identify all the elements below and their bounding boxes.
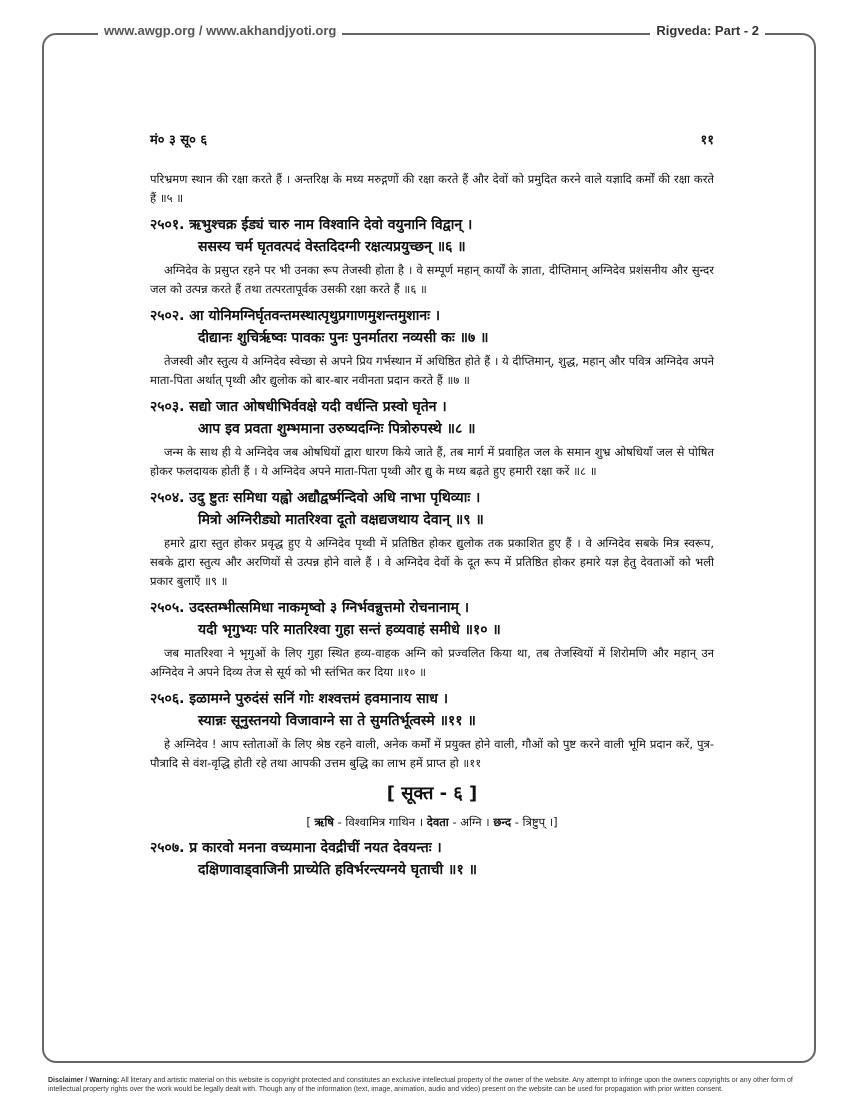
verse-2503-meaning: जन्म के साथ ही ये अग्निदेव जब ओषधियों द्वारा धारण किये जाते हैं, तब मार्ग में प्रवाहित जल के समान शुभ्र ओषधियाँ जल से पोषित होकर फलदायक होती हैं । ये अग्निदेव अपने माता-पिता पृथ्वी और द्यु के मध्य बढ़ते हुए हमारी रक्षा करें ॥८ ॥ bbox=[150, 445, 714, 478]
chhand-label: छन्द bbox=[493, 815, 512, 829]
verse-2505-line1: २५०५. उदस्तम्भीत्समिधा नाकमृष्वो ३ ग्निर्भवन्नुत्तमो रोचनानाम् । bbox=[150, 600, 470, 616]
verse-2506-meaning: हे अग्निदेव ! आप स्तोताओं के लिए श्रेष्ठ रहने वाली, अनेक कर्मों में प्रयुक्त होने वाली, गौओं को पुष्ट करने वाली भूमि प्रदान करें, पुत्र-पौत्रादि से वंश-वृद्धि होती रहे तथा आपकी उत्तम बुद्धि का लाभ हमें प्राप्त हो ॥११ bbox=[150, 737, 714, 770]
verse-2507-line2: दक्षिणावाड्वाजिनी प्राच्येति हविर्भरन्त्यग्नये घृताची ॥१ ॥ bbox=[198, 862, 477, 878]
verse-2506-line2: स्यान्नः सूनुस्तनयो विजावाग्ने सा ते सुमतिर्भूत्वस्मे ॥११ ॥ bbox=[198, 713, 476, 729]
verse-2502-line1: २५०२. आ योनिमग्निर्घृतवन्तमस्थात्पृथुप्रगाणमुशन्तमुशानः । bbox=[150, 308, 441, 324]
chhand-name: त्रिष्टुप् । bbox=[522, 815, 554, 829]
book-title-header: Rigveda: Part - 2 bbox=[650, 22, 765, 40]
verse-2504-meaning: हमारे द्वारा स्तुत होकर प्रवृद्ध हुए ये अग्निदेव पृथ्वी में प्रतिष्ठित होकर द्युलोक तक प्रकाशित हुए हैं । वे अग्निदेव सबके मित्र स्वरूप, सबके द्वारा स्तुत्य और अरणियों से उत्पन्न होने वाले हैं । वे अग्निदेव देवों के दूत रूप में प्रतिष्ठित होकर हमारे यज्ञ हेतु देवताओं को भली प्रकार बुलाएँ ॥९ ॥ bbox=[150, 536, 714, 588]
verse-2501-line1: २५०१. ऋभुश्चक्र ईड्यं चारु नाम विश्वानि देवो वयुनानि विद्वान् । bbox=[150, 217, 473, 233]
verse-2503-line2: आप इव प्रवता शुम्भमाना उरुष्यदग्निः पित्रोरुपस्थे ॥८ ॥ bbox=[198, 421, 476, 437]
disclaimer-label: Disclaimer / Warning: bbox=[48, 1077, 120, 1084]
verse-2501-meaning: अग्निदेव के प्रसुप्त रहने पर भी उनका रूप तेजस्वी होता है । वे सम्पूर्ण महान् कार्यों के ज्ञाता, दीप्तिमान् अग्निदेव प्रशंसनीय और सुन्दर जल को उत्पन्न करते हैं तथा तत्परतापूर्वक उसकी रक्षा करते हैं ॥६ ॥ bbox=[150, 263, 714, 296]
devata-name: अग्नि bbox=[460, 815, 482, 829]
sukta-title: [ सूक्त - ६ ] bbox=[386, 783, 478, 804]
page-reference-row bbox=[150, 130, 714, 152]
devata-label: देवता bbox=[426, 815, 449, 829]
verse-2504-line1: २५०४. उदु ष्टुतः समिधा यह्वो अद्यौद्वर्ष्मन्दिवो अधि नाभा पृथिव्याः । bbox=[150, 490, 481, 506]
rishi-name: विश्वामित्र गाथिन bbox=[345, 815, 416, 829]
verse-2507-line1: २५०७. प्र कारवो मनना वच्यमाना देवद्रीचीं नयत देवयन्तः । bbox=[150, 840, 442, 856]
verse-2505-line2: यदी भृगुभ्यः परि मातरिश्वा गुहा सन्तं हव्यवाहं समीधे ॥१० ॥ bbox=[198, 622, 501, 638]
verse-2505-meaning: जब मातरिश्वा ने भृगुओं के लिए गुहा स्थित हव्य-वाहक अग्नि को प्रज्वलित किया था, तब तेजस्वियों में शिरोमणि और महान् उन अग्निदेव ने अपने दिव्य तेज से सूर्य को भी स्तंभित कर दिया ॥१० ॥ bbox=[150, 646, 714, 679]
site-url-header[interactable]: www.awgp.org / www.akhandjyoti.org bbox=[98, 22, 342, 40]
disclaimer-footer bbox=[48, 1076, 818, 1094]
verse-2504-line2: मित्रो अग्निरीड्यो मातरिश्वा दूतो वक्षद्यजथाय देवान् ॥९ ॥ bbox=[198, 512, 484, 528]
rishi-label: ऋषि bbox=[314, 815, 334, 829]
verse-2502-line2: दीद्यानः शुचिर्ऋष्वः पावकः पुनः पुनर्मातरा नव्यसी कः ॥७ ॥ bbox=[198, 330, 489, 346]
verse-2506-line1: २५०६. इळामग्ने पुरुदंसं सनिं गोः शश्वत्तमं हवमानाय साध । bbox=[150, 691, 449, 707]
disclaimer-text: All literary and artistic material on this website is copyright protected and constitutes an exclusive intellectual property of the owner of the website. Any attempt to infringe upon the owners copyrights or any other form of intellectual property rights over the work would be legally dealt with. Though any of the information (text, image, animation, audio and video) present on the website can be used for propagation with prior written consent. bbox=[48, 1077, 793, 1093]
sukta-meta: [ ऋषि - विश्वामित्र गाथिन । देवता - अग्नि । छन्द - त्रिष्टुप् ।] bbox=[306, 815, 558, 829]
mandala-sukta-ref: मं० ३ सू० ६ bbox=[150, 133, 208, 148]
page-number: ११ bbox=[700, 133, 714, 148]
intro-text: परिभ्रमण स्थान की रक्षा करते हैं । अन्तरिक्ष के मध्य मरुद्गणों की रक्षा करते हैं और देवों को प्रमुदित करने वाले यज्ञादि कर्मों की रक्षा करते हैं ॥५ ॥ bbox=[150, 172, 714, 205]
page-content bbox=[150, 130, 714, 884]
verse-2501-line2: ससस्य चर्म घृतवत्पदं वेस्तदिदग्नी रक्षत्यप्रयुच्छन् ॥६ ॥ bbox=[198, 239, 466, 255]
verse-2502-meaning: तेजस्वी और स्तुत्य ये अग्निदेव स्वेच्छा से अपने प्रिय गर्भस्थान में अधिष्ठित होते हैं । ये दीप्तिमान्, शुद्ध, महान् और पवित्र अग्निदेव अपने माता-पिता अर्थात् पृथ्वी और द्युलोक को बार-बार नवीनता प्रदान करते हैं ॥७ ॥ bbox=[150, 354, 714, 387]
verse-2503-line1: २५०३. सद्यो जात ओषधीभिर्ववक्षे यदी वर्धन्ति प्रस्वो घृतेन । bbox=[150, 399, 447, 415]
